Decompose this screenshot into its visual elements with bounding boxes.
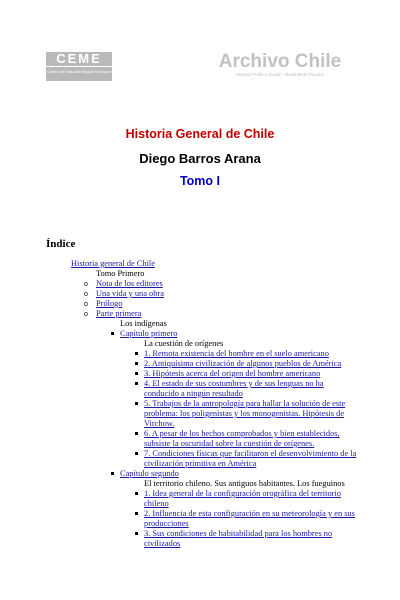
square-bullet-icon [111,332,114,335]
document-volume: Tomo I [179,174,221,188]
square-bullet-icon [135,402,138,405]
toc-link-section-cont[interactable]: civilizados [144,539,181,548]
toc-link-front-matter[interactable]: Nota de los editores [96,279,163,288]
toc-link-section[interactable]: 5. Trabajos de la antropología para hallar la solución de este [144,399,346,408]
toc-link-section-cont[interactable]: producciones [144,519,189,528]
toc-link-front-matter[interactable]: Una vida y una obra [96,289,164,298]
toc-link-section-cont[interactable]: chileno [144,499,169,508]
toc-link-root[interactable]: Historia general de Chile [71,259,155,268]
toc-link-section[interactable]: 7. Condiciones físicas que facilitaron el desenvolvimiento de la [144,449,357,458]
square-bullet-icon [135,492,138,495]
toc-link-section-cont[interactable]: civilización primitiva en América [144,459,257,468]
square-bullet-icon [135,382,138,385]
toc-link-chapter[interactable]: Capítulo segundo [120,469,179,478]
square-bullet-icon [135,372,138,375]
toc-link-front-matter[interactable]: Prólogo [96,299,123,308]
toc-link-section[interactable]: 2. Antiquísima civilización de algunos pueblos de América [144,359,342,368]
archivo-logo-title: Archivo Chile [218,51,342,72]
square-bullet-icon [135,432,138,435]
toc-link-section[interactable]: 1. Idea general de la configuración orográfica del territorio [144,489,341,498]
document-title: Historia General de Chile [125,127,275,141]
ceme-logo-subtitle: Centro de Estudios Miguel Enríquez [46,67,112,81]
toc-link-section[interactable]: 3. Sus condiciones de habitabilidad para los hombres no [144,529,333,538]
square-bullet-icon [135,352,138,355]
toc-link-section[interactable]: 3. Hipótesis acerca del origen del hombre americano [144,369,321,378]
ceme-logo-name: CEME [46,52,112,66]
ceme-logo [46,52,112,80]
circle-bullet-icon: o [84,291,88,298]
toc-link-section[interactable]: 6. A pesar de los hechos comprobados y bien establecidos, [144,429,340,438]
toc-link-section[interactable]: 1. Remota existencia del hombre en el suelo americano [144,349,329,358]
archivo-logo-subtitle: Historia Político Social - Movimiento Popular [235,72,325,77]
toc-link-front-matter[interactable]: Parte primera [96,309,142,318]
square-bullet-icon [135,452,138,455]
toc-chapter-subtitle: El territorio chileno. Sus antiguos habitantes. Los fueguinos [144,479,345,488]
toc-link-section-cont[interactable]: subsiste la oscuridad sobre la cuestión de orígenes. [144,439,315,448]
index-heading: Índice [46,238,76,250]
toc-chapter-subtitle: La cuestión de orígenes [144,339,224,348]
circle-bullet-icon: o [84,281,88,288]
toc-link-section-cont[interactable]: conducido a ningún resultado [144,389,243,398]
toc-link-section-cont[interactable]: Virchow. [144,419,175,428]
circle-bullet-icon: o [84,311,88,318]
toc-link-section[interactable]: 4. El estado de sus costumbres y de sus lenguas no ha [144,379,324,388]
archivo-chile-logo [205,52,355,82]
toc-link-section-cont[interactable]: problema: los poligenistas y los monogenistas. Hipótesis de [144,409,345,418]
toc-part-label: Los indígenas [120,319,167,328]
toc-tomo-label: Tomo Primero [96,269,145,278]
circle-bullet-icon: o [84,301,88,308]
square-bullet-icon [135,362,138,365]
square-bullet-icon [111,472,114,475]
document-author: Diego Barros Arana [139,151,261,166]
toc-link-section[interactable]: 2. Influencia de esta configuración en su meteorología y en sus [144,509,355,518]
square-bullet-icon [135,512,138,515]
toc-link-chapter[interactable]: Capítulo primero [120,329,178,338]
square-bullet-icon [135,532,138,535]
